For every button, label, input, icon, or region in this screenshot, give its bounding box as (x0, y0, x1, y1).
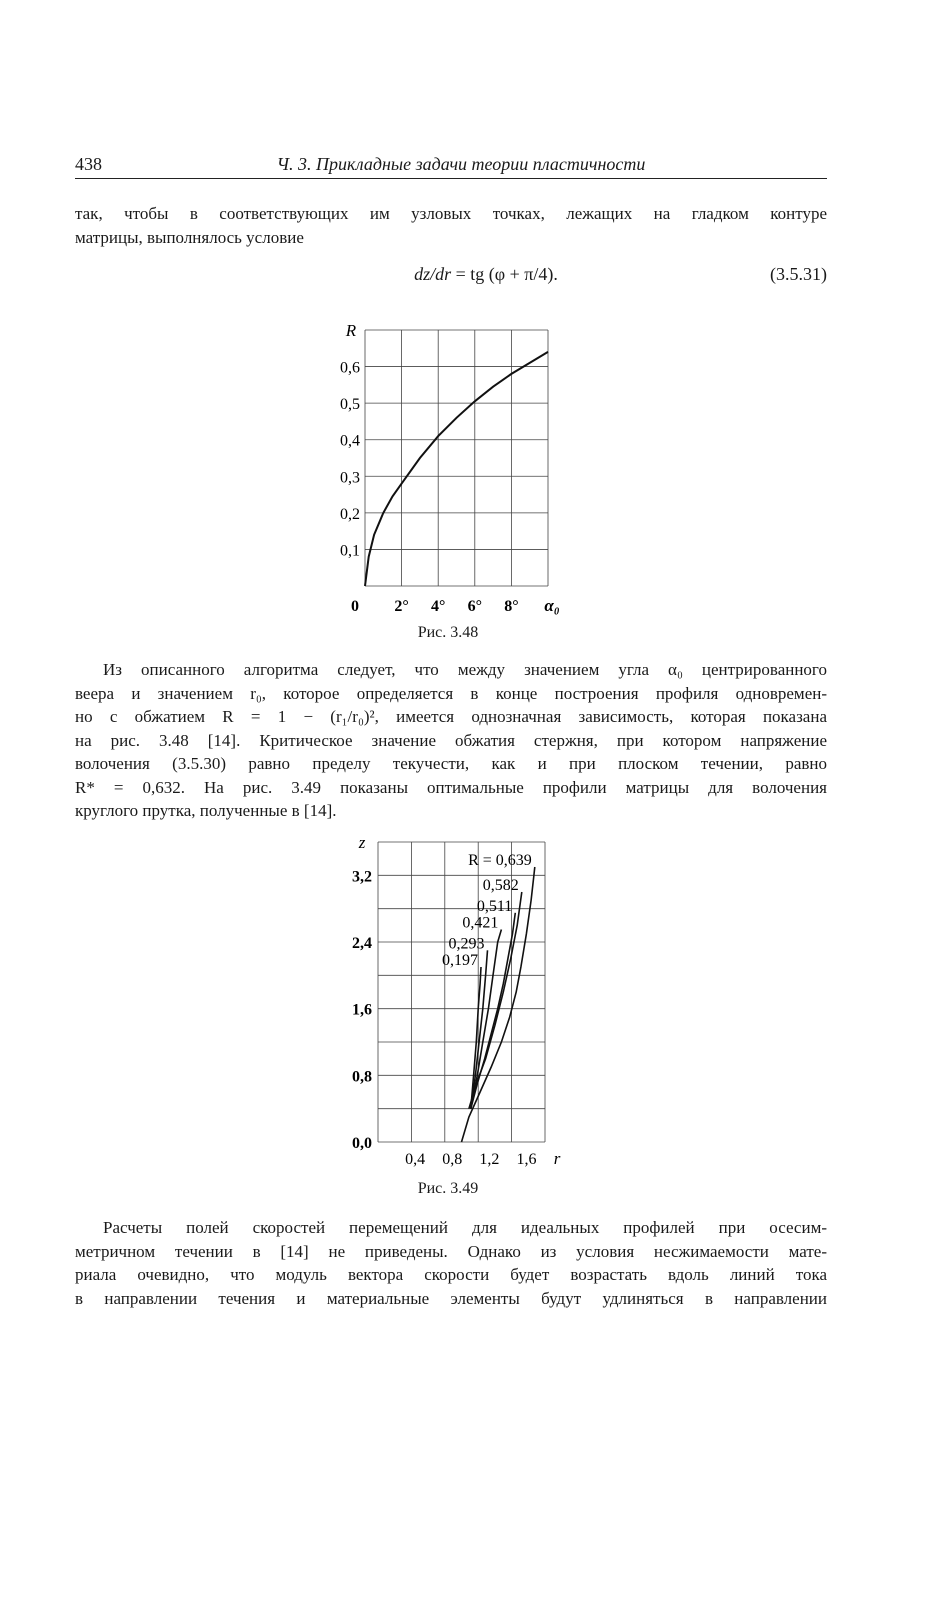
text-line: Расчеты полей скоростей перемещений для идеальных профилей при осесим- (103, 1218, 827, 1237)
running-title: Ч. 3. Прикладные задачи теории пластичности (276, 154, 646, 174)
y-tick-label: 0,8 (352, 1068, 372, 1086)
curve-label: 0,421 (462, 914, 499, 932)
y-tick-label: 0,0 (352, 1135, 372, 1152)
page-number: 438 (75, 154, 102, 174)
text-line: метричном течении в [14] не приведены. Однако из условия несжимаемости мате- (75, 1241, 827, 1261)
text-line: матрицы, выполнялось условие (75, 227, 304, 247)
figure-3-48-caption: Рис. 3.48 (417, 624, 479, 641)
curve-label: 0,293 (448, 935, 485, 953)
text-line: риала очевидно, что модуль вектора скорости будет возрастать вдоль линий тока (75, 1265, 827, 1284)
equation-number: (3.5.31) (770, 264, 827, 284)
x-tick-label: 6° (467, 598, 483, 615)
equation-lhs: dz/dr (414, 264, 452, 284)
y-tick-label: 0,2 (340, 505, 360, 523)
x-tick-label: 4° (430, 598, 446, 615)
paragraph-2 (75, 658, 827, 823)
curve-label: 0,197 (441, 952, 478, 969)
text-line: волочения (3.5.30) равно пределу текучести, как и при плоском течении, равно (75, 754, 827, 773)
y-tick-label: 1,6 (352, 1001, 372, 1019)
running-header (75, 152, 827, 179)
x-tick-label: 8° (504, 598, 519, 615)
text-line: R* = 0,632. На рис. 3.49 показаны оптимальные профили матрицы для волочения (75, 777, 827, 797)
x-tick-label: 2° (394, 598, 409, 615)
curve-label: 0,511 (476, 897, 513, 915)
x-axis-label: r (553, 1149, 561, 1168)
y-axis-label: z (358, 833, 366, 852)
y-tick-label: 0,1 (340, 542, 360, 560)
text-line: в направлении течения и материальные элементы будут удлиняться в направлении (75, 1288, 827, 1308)
text-line: так, чтобы в соответствующих им узловых точках, лежащих на гладком контуре (75, 204, 827, 223)
x-tick-label: 1,2 (479, 1151, 500, 1168)
text-line: на рис. 3.48 [14]. Критическое значение обжатия стержня, при котором напряжение (75, 730, 827, 750)
figure-3-49-chart (330, 830, 590, 1175)
curve-label: 0,582 (482, 877, 519, 894)
figure-3-49 (330, 830, 590, 1175)
y-axis-label: R (345, 321, 357, 340)
y-tick-label: 0,3 (340, 469, 360, 487)
figure-3-48 (320, 310, 580, 620)
figure-3-48-chart (320, 310, 580, 620)
text-line: Из описанного алгоритма следует, что между значением угла α₀ центрированного (103, 660, 827, 679)
paragraph-1 (75, 202, 827, 249)
equation-rhs: = tg (φ + π/4). (455, 264, 558, 284)
curve-label: R = 0,639 (468, 852, 532, 869)
paragraph-3 (75, 1216, 827, 1310)
y-tick-label: 3,2 (352, 868, 372, 886)
x-axis-label: α₀ (544, 596, 560, 615)
x-tick-label: 1,6 (516, 1151, 537, 1168)
text-line: но с обжатием R = 1 − (r₁/r₀)², имеется однозначная зависимость, которая показана (75, 707, 827, 726)
text-line: круглого прутка, полученные в [14]. (75, 801, 337, 820)
y-tick-label: 0,4 (340, 432, 360, 450)
x-tick-label: 0,4 (405, 1151, 426, 1168)
equation-3-5-31 (75, 264, 827, 290)
figure-3-49-caption: Рис. 3.49 (417, 1180, 479, 1197)
y-tick-label: 0,5 (340, 396, 360, 414)
x-tick-label: 0,8 (442, 1151, 463, 1168)
data-curve-r-vs-alpha (365, 352, 548, 586)
origin-label: 0 (351, 598, 359, 615)
text-line: веера и значением r₀, которое определяется в конце построения профиля одновремен- (75, 683, 827, 703)
y-tick-label: 0,6 (340, 359, 360, 377)
y-tick-label: 2,4 (352, 935, 372, 952)
